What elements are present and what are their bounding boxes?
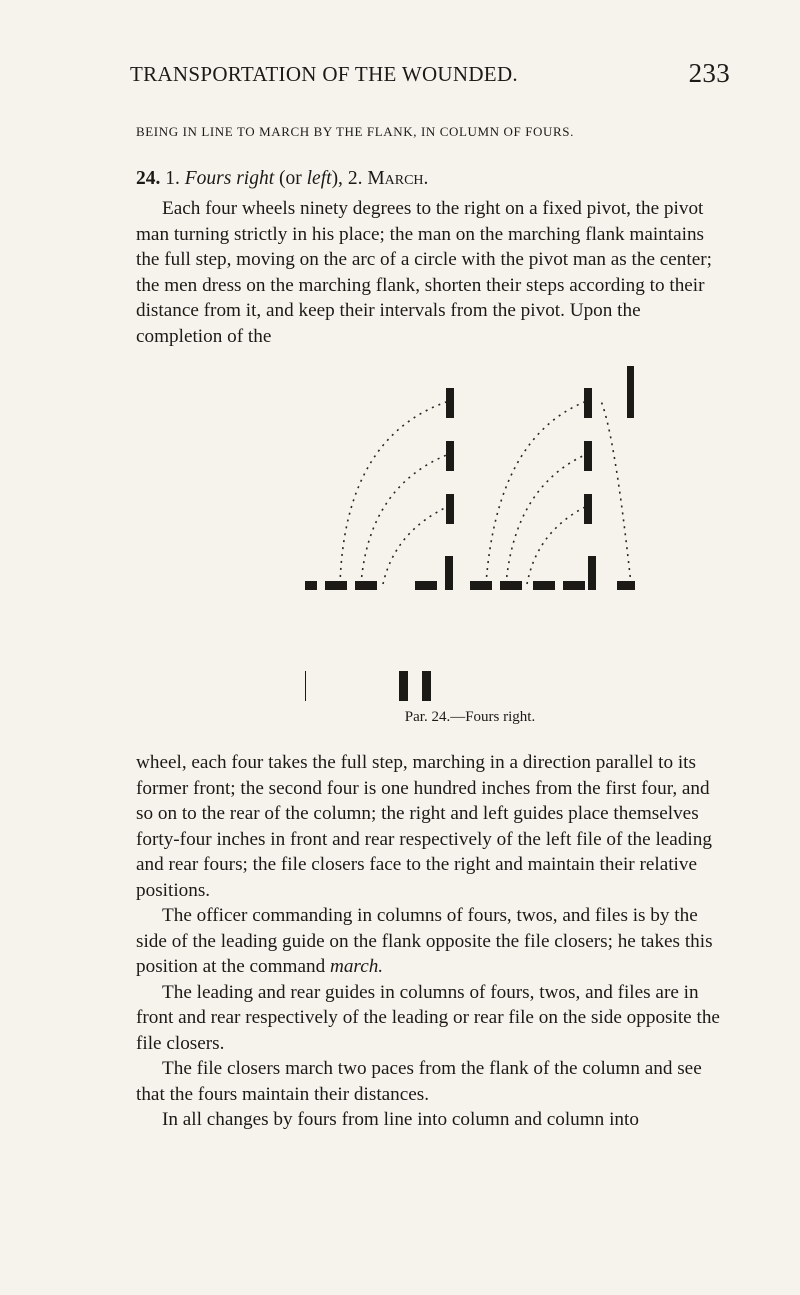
soldier-marker [446,494,454,524]
running-head [130,58,730,88]
soldier-marker [588,556,596,590]
arc-guide [361,454,449,584]
paragraph-3-text: The officer commanding in columns of fours, twos, and files is by the side of the leading guide on the flank opposite the file closers; he takes this position at the command [136,905,713,977]
fours-right-diagram [305,366,635,706]
rank-marker [305,581,317,590]
command-alt-close: ), [331,168,343,189]
running-head-title: TRANSPORTATION OF THE WOUNDED. [130,62,518,86]
rank-marker [325,581,347,590]
paragraph-2: wheel, each four takes the full step, marching in a direction parallel to its former front; the second four is one hundred inches from the first four, and so on to the rear of the column; the right and left guides place themselves forty-four inches in front and rear respectively of the left file of the leading and rear fours; the file closers face to the right and maintain their relative positions. [136,752,712,901]
soldier-marker [584,388,592,418]
paragraph-3-emphasis: march. [329,956,384,977]
soldier-marker [446,388,454,418]
rank-marker [415,581,437,590]
command-step-2: March. [367,168,429,189]
rank-marker [500,581,522,590]
command-step-1-number: 1. [165,168,180,189]
paragraph-6: In all changes by fours from line into column and column into [162,1109,639,1130]
paragraph-3 [136,903,726,980]
rank-marker [470,581,492,590]
soldier-marker [584,441,592,471]
arc-guide [601,401,631,584]
figure-caption: Par. 24.—Fours right. [404,709,536,725]
section-heading: BEING IN LINE TO MARCH BY THE FLANK, IN COLUMN OF FOURS. [136,124,574,139]
command-alt: left [306,168,332,189]
soldier-marker [446,441,454,471]
rank-marker [617,581,635,590]
soldier-marker [445,556,453,590]
soldier-marker [627,366,634,418]
rank-marker [533,581,555,590]
rank-marker [355,581,377,590]
command-line [136,168,428,190]
soldier-marker [584,494,592,524]
paragraph-number: 24. [136,168,161,189]
arc-guide [527,506,587,584]
command-step-1: Fours right [184,168,275,189]
arc-guide [383,506,449,584]
arc-guide [506,454,587,584]
paragraph-4: The leading and rear guides in columns of fours, twos, and files are in front and rear respectively of the leading or rear file on the side opposite the file closers. [136,981,720,1054]
soldier-marker [422,671,431,701]
soldier-marker [399,671,408,701]
command-step-2-number: 2. [347,168,363,189]
body-text-bottom [136,750,726,1133]
command-alt-open: (or [279,168,307,189]
page-number: 233 [688,58,730,88]
paragraph-5: The file closers march two paces from the flank of the column and see that the fours maintain their distances. [136,1058,702,1105]
body-text-top [136,196,726,349]
rank-marker [563,581,585,590]
paragraph-1: Each four wheels ninety degrees to the right on a fixed pivot, the pivot man turning strictly in his place; the man on the marching flank maintains the full step, moving on the arc of a circle with the pivot man as the center; the men dress on the marching flank, shorten their steps according to their distance from it, and keep their intervals from the pivot. Upon the completion of the [136,198,712,347]
soldier-marker [305,671,306,701]
